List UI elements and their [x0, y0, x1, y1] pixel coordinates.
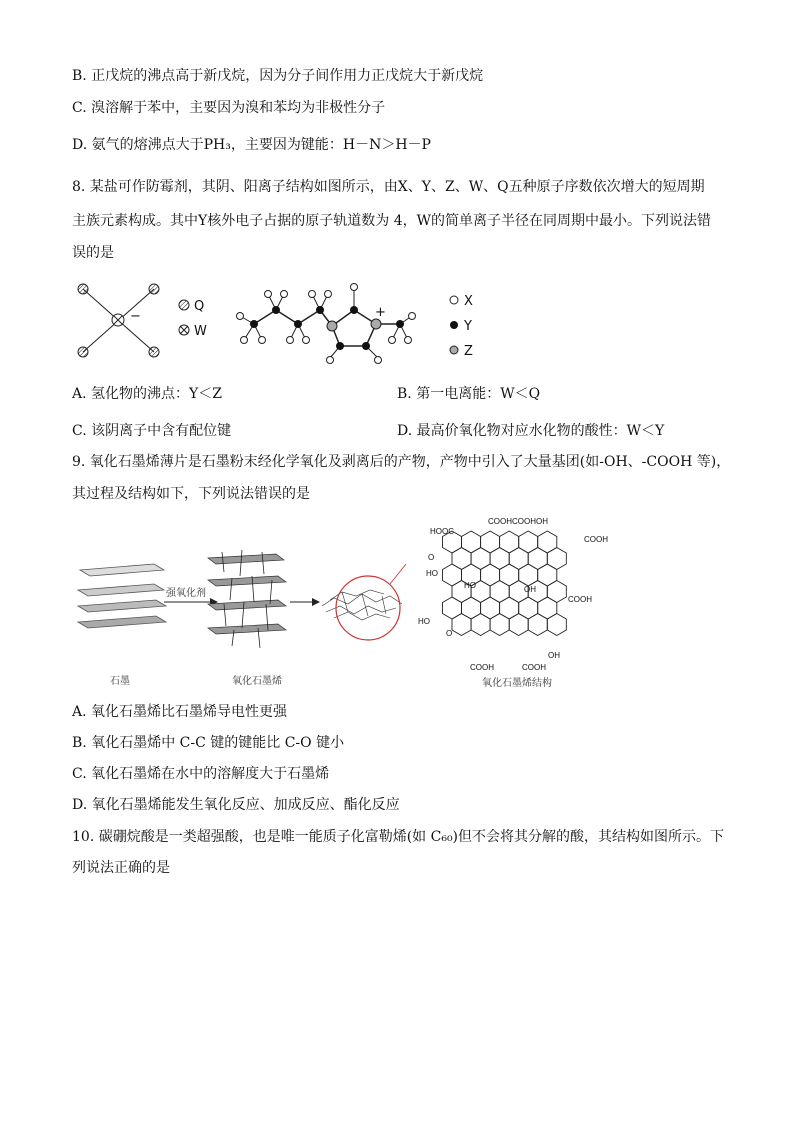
hex-ring: [481, 531, 500, 553]
legend-y: Y: [464, 319, 472, 334]
hex-ring: [528, 548, 547, 570]
question-9-line-2: 其过程及结构如下，下列说法错误的是: [72, 486, 310, 502]
group-o-left: O: [428, 553, 435, 562]
anion-structure: [78, 284, 159, 357]
hex-ring: [462, 531, 481, 553]
hex-ring: [490, 614, 509, 636]
legend-w: W: [194, 324, 207, 339]
group-cooh-top-1: COOH: [488, 517, 512, 526]
option-b-pentane: B. 正戊烷的沸点高于新戊烷，因为分子间作用力正戊烷大于新戊烷: [72, 68, 484, 84]
go-structure-labels: [418, 517, 608, 672]
hex-ring: [500, 597, 519, 619]
hex-ring: [462, 597, 481, 619]
hex-ring: [452, 548, 471, 570]
question-9-option-a: A. 氧化石墨烯比石墨烯导电性更强: [72, 704, 288, 720]
hex-ring: [519, 597, 538, 619]
hex-ring: [490, 581, 509, 603]
legend-right: [450, 294, 473, 359]
go-sheet: [322, 564, 406, 640]
option-c-bromine: C. 溴溶解于苯中，主要因为溴和苯均为非极性分子: [72, 100, 386, 116]
question-8-option-b: B. 第一电离能：W＜Q: [397, 386, 541, 402]
cation-charge: +: [375, 305, 386, 320]
hex-ring: [547, 581, 566, 603]
hex-ring: [452, 614, 471, 636]
hex-ring: [481, 597, 500, 619]
go-layers: [208, 550, 286, 648]
hex-ring: [538, 564, 557, 586]
legend-x: X: [464, 294, 473, 309]
hex-ring: [519, 564, 538, 586]
question-8-line-1: 8. 某盐可作防霉剂，其阴、阳离子结构如图所示，由X、Y、Z、W、Q五种原子序数依次增大的短周期: [72, 179, 705, 195]
group-o-ring: O: [446, 629, 453, 638]
caption-graphite: 石墨: [110, 676, 130, 687]
legend-q: Q: [194, 299, 205, 314]
question-8-option-a: A. 氢化物的沸点：Y＜Z: [72, 386, 222, 402]
anion-charge: −: [130, 309, 141, 324]
reagent-label: 强氧化剂: [166, 588, 206, 599]
caption-structure: 氧化石墨烯结构: [482, 678, 552, 689]
question-9-option-d: D. 氧化石墨烯能发生氧化反应、加成反应、酯化反应: [72, 797, 400, 813]
question-9-option-b: B. 氧化石墨烯中 C-C 键的键能比 C-O 键小: [72, 735, 345, 751]
group-cooh-right-top: COOH: [584, 535, 608, 544]
group-cooh-right-mid: COOH: [568, 595, 592, 604]
question-8-option-d: D. 最高价氧化物对应水化物的酸性：W＜Y: [397, 423, 665, 439]
hex-ring: [547, 614, 566, 636]
legend-z: Z: [464, 344, 473, 359]
question-10-line-1: 10. 碳硼烷酸是一类超强酸，也是唯一能质子化富勒烯(如 C₆₀)但不会将其分解的酸，其结构如图所示。下: [72, 829, 725, 845]
question-8-figure: [66, 272, 496, 372]
question-9-line-1: 9. 氧化石墨烯薄片是石墨粉末经化学氧化及剥离后的产物，产物中引入了大量基团(如-OH、-COOH 等)，: [72, 454, 731, 470]
hex-ring: [538, 531, 557, 553]
group-ho-mid: HO: [464, 581, 476, 590]
hex-ring: [471, 614, 490, 636]
question-8-option-c: C. 该阴离子中含有配位键: [72, 423, 232, 439]
hex-ring: [528, 614, 547, 636]
question-9-figure: [72, 512, 722, 692]
hex-ring: [547, 548, 566, 570]
group-cooh-bottom-1: COOH: [470, 663, 494, 672]
group-hooc-top-left: HOOC: [430, 527, 454, 536]
hex-ring: [443, 564, 462, 586]
question-8-line-3: 误的是: [72, 245, 114, 261]
hex-ring: [509, 548, 528, 570]
question-8-line-2: 主族元素构成。其中Y核外电子占据的原子轨道数为 4，W的简单离子半径在同周期中最小。下列说法错: [72, 213, 711, 229]
arrow-exfoliation: [290, 598, 320, 606]
hex-ring: [538, 597, 557, 619]
question-10-line-2: 列说法正确的是: [72, 860, 170, 876]
hex-ring: [509, 614, 528, 636]
hex-ring: [519, 531, 538, 553]
group-oh-top: OH: [536, 517, 548, 526]
hex-ring: [471, 548, 490, 570]
cation-structure: [240, 290, 412, 358]
go-structure: [443, 531, 567, 636]
hex-ring: [481, 564, 500, 586]
legend-left: [179, 299, 207, 339]
group-cooh-bottom-2: COOH: [522, 663, 546, 672]
hex-ring: [500, 564, 519, 586]
question-9-option-c: C. 氧化石墨烯在水中的溶解度大于石墨烯: [72, 766, 330, 782]
group-oh-bottom: OH: [548, 651, 560, 660]
caption-go: 氧化石墨烯: [232, 676, 282, 687]
group-oh-mid: OH: [524, 585, 536, 594]
hex-ring: [490, 548, 509, 570]
group-cooh-top-2: COOH: [512, 517, 536, 526]
graphite-layers: [78, 564, 166, 628]
option-d-ammonia: D. 氨气的熔沸点大于PH₃，主要因为键能：H－N＞H－P: [72, 137, 431, 153]
hex-ring: [443, 597, 462, 619]
group-ho-bottom-left: HO: [418, 617, 430, 626]
hex-ring: [500, 531, 519, 553]
arrow-oxidation: [164, 586, 218, 606]
group-ho-left: HO: [426, 569, 438, 578]
